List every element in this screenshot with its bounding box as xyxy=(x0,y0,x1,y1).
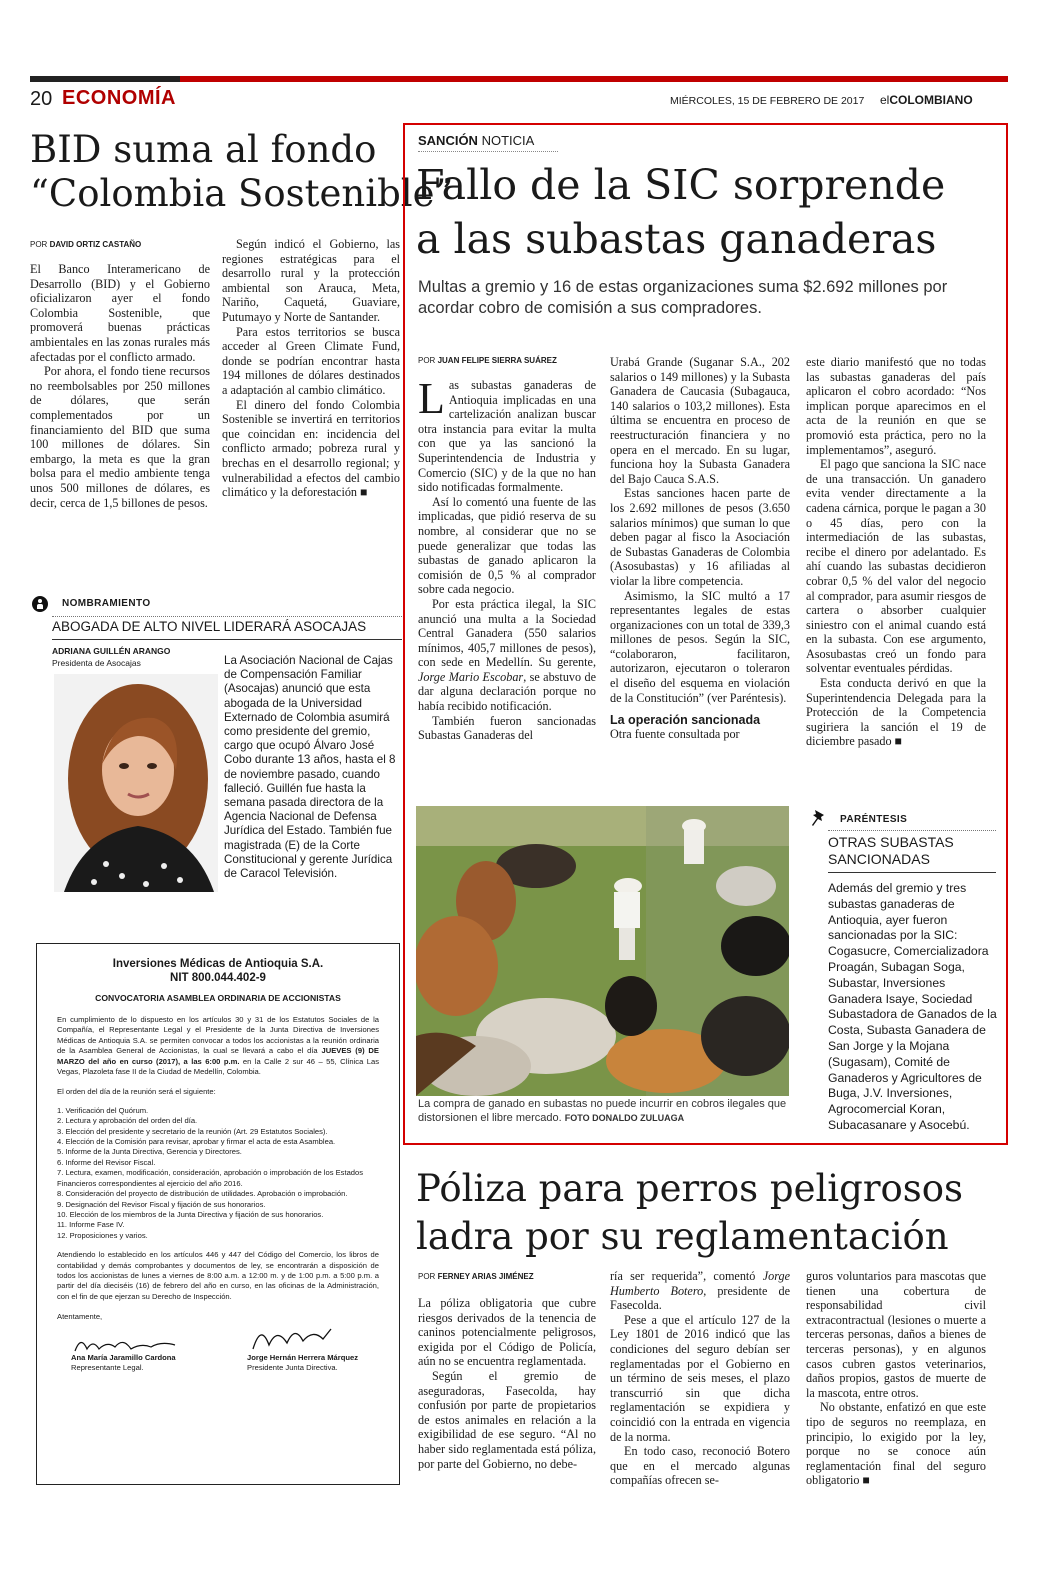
parentesis-body: Además del gremio y tres subastas ganaderas de Antioquia, ayer fueron sancionadas por la SIC: Cogasucre, Comercializadora Proagán, Subagan Soga, Subastar, Inversiones Ganadera Isaye, Sociedad Subastadora de Ganados de la Costa, Subasta Ganadera de San Jorge y la Mojana (Sugasam), Comité de Ganaderos y Agricultores de Buga, J.V. Inversiones, Agrocomercial Koran, Subacasanare y Asocebú. xyxy=(828,881,997,1132)
byline-prefix: POR xyxy=(418,356,436,365)
nombramiento-body: La Asociación Nacional de Cajas de Compensación Familiar (Asocajas) anunció que esta abogada de la Universidad Externado de Colombia asumirá como presidente del gremio, cargo que ocupó Álvaro José Cobo durante 13 años, hasta el 8 de noviembre pasado, cuando falleció. Guillén fue hasta la semana pasada directora de la Agencia Nacional de Defensa Jurídica del Estado. También fue magistrada (E) de la Corte Constitucional y gerente Jurídica de Caracol Televisión. xyxy=(224,654,396,881)
paragraph: No obstante, enfatizó en que este tipo de seguros no reemplaza, en principio, lo exigido por la ley, porque no se conoce aún reglamentación final del seguro obligatorio ■ xyxy=(806,1400,986,1488)
paragraph: También fueron sancionadas Subastas Ganaderas del xyxy=(418,713,596,743)
agenda-item: 1. Verificación del Quórum. xyxy=(57,1105,149,1115)
byline-prefix: POR xyxy=(418,1272,436,1281)
bid-column-2 xyxy=(222,237,400,500)
parentesis-title: OTRAS SUBASTAS SANCIONADAS xyxy=(828,834,954,867)
page-number: 20 xyxy=(30,88,53,110)
paragraph: Esta conducta derivó en que la Superintendencia Delegada para la Protección de la Competencia sugiriera la sanción el 19 de diciembre pasado ■ xyxy=(806,676,986,749)
bid-headline xyxy=(30,128,453,216)
signer1-name: Ana María Jaramillo Cardona xyxy=(71,1352,176,1362)
ad-order-intro: El orden del día de la reunión será el siguiente: xyxy=(57,1087,216,1097)
ad-company: Inversiones Médicas de Antioquia S.A. xyxy=(112,958,324,970)
person-role: Presidenta de Asocajas xyxy=(52,658,141,668)
paragraph: El pago que sanciona la SIC nace de una transacción. Un ganadero evita vender directamente a la cadena cárnica, porque le pagan a 30 o 45 días, pero con la intermediación de las subastas, recibe el dinero por adelantado. Es ahí cuando las subastas decidieron cobrar 0,5 % del valor del negocio al comprador, para asumir riesgos de cartera o absorber cualquier siniestro con el animal cuando está en la subasta. Con ese argumento, Asosubastas creó un fondo para solventar eventuales pérdidas. xyxy=(806,457,986,676)
agenda-item: 10. Elección de los miembros de la Junta Directiva y fijación de sus honorarios. xyxy=(57,1209,324,1219)
person-icon xyxy=(32,596,48,612)
dotted-rule xyxy=(52,616,402,617)
paragraph: Según indicó el Gobierno, las regiones estratégicas para el desarrollo rural y la protección ambiental son Arauca, Meta, Nariño, Caquetá, Guaviare, Putumayo y Norte de Santander. xyxy=(222,237,400,324)
agenda-item: 7. Lectura, examen, modificación, consideración, aprobación o improbación de los Estados Financieros correspondientes al ejercicio del año 2016. xyxy=(57,1168,364,1188)
sic-byline xyxy=(418,356,557,365)
shareholder-notice-ad xyxy=(36,943,400,1485)
photo-credit: FOTO DONALDO ZULUAGA xyxy=(564,1113,685,1123)
bid-headline-line2: “Colombia Sostenible” xyxy=(30,172,454,215)
poliza-column-1 xyxy=(418,1296,596,1471)
brand-logo xyxy=(880,93,973,107)
paragraph: Estas sanciones hacen parte de los 2.692 millones de pesos (3.650 salarios mínimos) que suman lo que deben pagar al fisco la Asociación de Subastas Ganaderas de Colombia (Asosubastas) y 16 afiliadas al violar la libre competencia. xyxy=(610,486,790,588)
parentesis-box xyxy=(806,804,996,1134)
photo-caption xyxy=(418,1097,793,1125)
bid-byline xyxy=(30,240,141,249)
bid-headline-line1: BID suma al fondo xyxy=(30,128,377,171)
sic-column-1 xyxy=(418,374,596,743)
signer2-name: Jorge Hernán Herrera Márquez xyxy=(247,1352,358,1362)
ad-heading: CONVOCATORIA ASAMBLEA ORDINARIA DE ACCIONISTAS xyxy=(95,993,341,1003)
nombramiento-label: NOMBRAMIENTO xyxy=(62,598,151,609)
paragraph: este diario manifestó que no todas las subastas ganaderas del país aplicaron el cobro acordado: “Nos implican porque aparecimos en el acta de la reunión en que se promovió esta práctica, pero no la implementamos”, aseguró. xyxy=(806,355,986,457)
sic-kicker xyxy=(418,133,534,148)
kicker-rule xyxy=(418,151,558,152)
portrait-photo xyxy=(54,674,218,892)
agenda-item: 2. Lectura y aprobación del orden del día. xyxy=(57,1116,198,1126)
paragraph: guros voluntarios para mascotas que tienen una cobertura de responsabilidad civil extracontractual (lesiones o muerte a terceras personas, daños a bienes de terceras personas), y en algunos casos cubren gastos veterinarios, daños propios, gastos de muerte de la mascota, entre otros. xyxy=(806,1269,986,1400)
box-dotted-rule xyxy=(828,830,996,831)
agenda-item: 6. Informe del Revisor Fiscal. xyxy=(57,1157,156,1167)
kicker-category: SANCIÓN xyxy=(418,133,478,148)
signature-2 xyxy=(247,1321,337,1355)
poliza-byline xyxy=(418,1272,534,1281)
poliza-author: FERNEY ARIAS JIMÉNEZ xyxy=(437,1272,534,1281)
signer-2 xyxy=(247,1353,358,1374)
bid-author: DAVID ORTIZ CASTAÑO xyxy=(49,240,142,249)
paragraph: La póliza obligatoria que cubre riesgos derivados de la tenencia de caninos potencialmente peligrosos, exigida por el Código de Policía, aún no se encuentra reglamentada. xyxy=(418,1296,596,1369)
ad-agenda-list xyxy=(57,1106,379,1241)
paragraph: Asimismo, la SIC multó a 17 representantes legales de estas organizaciones con un total de 339,3 millones de pesos. Según la SIC, “colaboraron, facilitaron, autorizaron, ejecutaron o toleraron el diseño del esquema en violación de la Constitución” (ver Paréntesis). xyxy=(610,588,790,705)
ad-closing: Atendiendo lo establecido en los artículos 446 y 447 del Código del Comercio, los libros de contabilidad y demás comprobantes y documentos de ley, se encontrarán a disposición de todos los accionistas de lunes a viernes de 8:00 a.m. a 12:00 m. y de 1:00 p.m. a 5:00 p.m. a partir del día dieciséis (16) de febrero del año en curso, en las oficinas de la Administración, con el fin de que ejerzan su Derecho de Inspección. xyxy=(57,1250,379,1301)
agenda-item: 3. Elección del presidente y secretario de la reunión (Art. 29 Estatutos Sociales). xyxy=(57,1126,328,1136)
agenda-item: 9. Designación del Revisor Fiscal y fijación de sus honorarios. xyxy=(57,1199,266,1209)
header-rule-dark xyxy=(30,76,180,82)
ad-sign-off: Atentamente, xyxy=(57,1312,103,1322)
brand-name: COLOMBIANO xyxy=(889,93,973,107)
box-rule xyxy=(828,872,996,873)
kicker-type: NOTICIA xyxy=(481,133,535,148)
paragraph: Por esta práctica ilegal, la SIC anunció una multa a la Sociedad Central Ganadera (550 salarios mínimos, 405,7 millones de pesos), con sede en Medellín. Su gerente, Jorge Mario Escobar, se abstuvo de dar alguna declaración porque no había recibido notificación. xyxy=(418,596,596,714)
name-italic: Jorge Mario Escobar xyxy=(418,669,524,684)
sic-deck: Multas a gremio y 16 de estas organizaciones suma $2.692 millones por acordar cobro de comisión a sus compradores. xyxy=(418,278,948,317)
pin-icon xyxy=(810,809,826,827)
poliza-column-2 xyxy=(610,1269,790,1488)
poliza-column-3 xyxy=(806,1269,986,1488)
paragraph: El Banco Interamericano de Desarrollo (BID) y el Gobierno oficializaron ayer el fondo Colombia Sostenible, que promoverá buenas prácticas ambientales en las zonas rurales más afectadas por el conflicto armado. xyxy=(30,262,210,364)
sic-column-2 xyxy=(610,355,790,742)
paragraph: Las subastas ganaderas de Antioquia implicadas en una cartelización analizan buscar otra instancia para evitar la multa con que ya las sancionó la Superintendencia de Industria y Comercio (SIC) y de la que no han sido notificadas formalmente. xyxy=(418,374,596,495)
agenda-item: 12. Proposiciones y varios. xyxy=(57,1230,148,1240)
ad-nit: NIT 800.044.402-9 xyxy=(170,972,266,984)
paragraph: Para estos territorios se busca acceder al Green Climate Fund, donde se podrían encontrar hasta 194 millones de dólares destinados a adaptación al cambio climático. xyxy=(222,324,400,397)
sic-headline xyxy=(416,158,945,266)
person-name: ADRIANA GUILLÉN ARANGO xyxy=(52,646,171,656)
nombramiento-title: ABOGADA DE ALTO NIVEL LIDERARÁ ASOCAJAS xyxy=(52,619,367,634)
paragraph: Así lo comentó una fuente de las implicadas, que pidió reserva de su nombre, al considerar que no se puede generalizar que todas las subastas de ganado aplicaron la comisión de 0,5 % al comprador sobre cada negocio. xyxy=(418,494,596,597)
parentesis-label: PARÉNTESIS xyxy=(840,814,908,825)
title-underline xyxy=(52,639,402,640)
ad-intro: En cumplimiento de lo dispuesto en los artículos 30 y 31 de los Estatutos Sociales de la Compañía, el Representante Legal y el Presidente de la Junta Directiva de Inversiones Médicas de Antioquia S.A. se permiten convocar a todos los accionistas a la reunión ordinaria de la Asamblea General de Accionistas, la cual se llevará a cabo el día JUEVES (9) DE MARZO del año en curso (2017), a las 6:00 p.m. en la Calle 2 sur 46 – 55, Clínica Las Vegas, Plazoleta fase II de la Ciudad de Medellín, Colombia. xyxy=(57,1015,379,1077)
agenda-item: 8. Consideración del proyecto de distribución de utilidades. Aprobación o improbación. xyxy=(57,1189,348,1199)
agenda-item: 5. Informe de la Junta Directiva, Gerencia y Directores. xyxy=(57,1147,242,1157)
paragraph: En todo caso, reconoció Botero que en el mercado algunas compañías ofrecen se- xyxy=(610,1444,790,1488)
sic-author: JUAN FELIPE SIERRA SUÁREZ xyxy=(437,356,557,365)
signer-1 xyxy=(71,1353,176,1374)
paragraph: Según el gremio de aseguradoras, Fasecolda, hay confusión por parte de propietarios de estos animales en relación a la exigibilidad de ese seguro. “Al no haber sido reglamentada está póliza, por parte del Gobierno, no debe- xyxy=(418,1368,596,1471)
drop-cap: L xyxy=(418,374,445,423)
poliza-headline-line2: ladra por su reglamentación xyxy=(416,1215,949,1258)
name-italic: Jorge Humberto Botero xyxy=(610,1269,791,1298)
sic-headline-line1: Fallo de la SIC sorprende xyxy=(416,161,946,209)
byline-prefix: POR xyxy=(30,240,48,249)
agenda-item: 11. Informe Fase IV. xyxy=(57,1220,125,1230)
paragraph: El dinero del fondo Colombia Sostenible se invertirá en territorios que coincidan en: incidencia del conflicto armado; pobreza rural y brechas en el desarrollo regional; y vulnerabilidad a efectos del cambio climático y la deforestación ■ xyxy=(222,397,400,500)
poliza-headline xyxy=(416,1165,963,1261)
brand-prefix: el xyxy=(880,93,890,107)
agenda-item: 4. Elección de la Comisión para revisar, aprobar y firmar el acta de esta Asamblea. xyxy=(57,1137,336,1147)
bid-column-1 xyxy=(30,262,210,510)
poliza-headline-line1: Póliza para perros peligrosos xyxy=(416,1167,964,1210)
section-title: ECONOMÍA xyxy=(62,87,176,109)
paragraph: Urabá Grande (Suganar S.A., 202 salarios o 149 millones) y la Subasta Ganadera de Caucasia (Subagauca, 140 salarios o 103,2 millones). Esta última se encuentra en proceso de reestructuración financiera y no opera en el mercado. En su lugar, funciona hoy la Subasta Ganadera del Bajo Cauca S.A.S. xyxy=(610,355,790,486)
sic-headline-line2: a las subastas ganaderas xyxy=(416,215,937,263)
paragraph: ría ser requerida”, comentó Jorge Humberto Botero, presidente de Fasecolda. xyxy=(610,1269,791,1313)
issue-date: MIÉRCOLES, 15 DE FEBRERO DE 2017 xyxy=(670,95,865,107)
signer1-role: Representante Legal. xyxy=(71,1362,144,1372)
paragraph: Por ahora, el fondo tiene recursos no reembolsables por 250 millones de dólares, que serán complementados por un financiamiento del BID que suma 100 millones de dólares. Sin embargo, la meta es que la gran bolsa para el medio ambiente tenga unos 500 millones de dólares, es decir, cerca de 1,5 billones de pesos. xyxy=(30,364,210,510)
nombramiento-section xyxy=(30,592,402,904)
sic-column-3 xyxy=(806,355,986,749)
paragraph: Pese a que el artículo 127 de la Ley 1801 de 2016 indicó que las condiciones del seguro debían ser reglamentadas por el Gobierno en un término de seis meses, el plazo transcurrió sin que dicha reglamentación se expidiera y coincidió con la entrada en vigencia de la norma. xyxy=(610,1312,790,1444)
signer2-role: Presidente Junta Directiva. xyxy=(247,1362,338,1372)
subhead: La operación sancionada xyxy=(610,713,761,728)
cattle-auction-photo xyxy=(416,806,789,1096)
caption-text: La compra de ganado en subastas no puede incurrir en cobros ilegales que distorsionen el libre mercado. xyxy=(418,1098,787,1124)
paragraph: Otra fuente consultada por xyxy=(610,727,740,742)
